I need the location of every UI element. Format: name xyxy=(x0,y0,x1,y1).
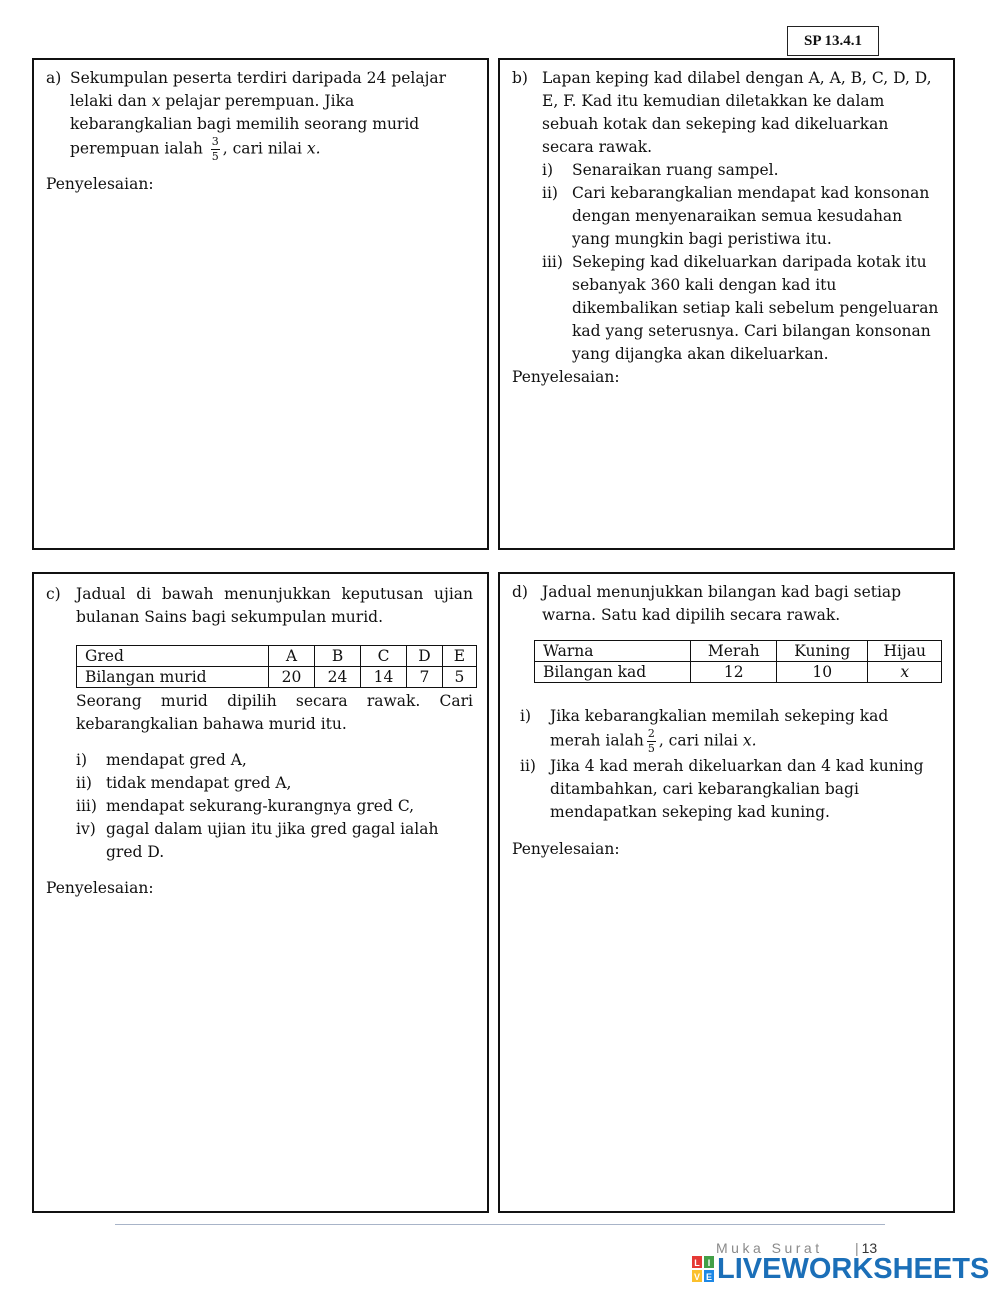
table-cell: Hijau xyxy=(868,641,942,662)
question-c-subs xyxy=(76,749,473,864)
table-cell: 20 xyxy=(268,667,314,688)
liveworksheets-logo-icon xyxy=(692,1256,714,1282)
question-d-box xyxy=(498,572,955,1213)
question-c-text: Jadual di bawah menunjukkan keputusan ujian bulanan Sains bagi sekumpulan murid. xyxy=(76,585,473,626)
svg-text:L: L xyxy=(694,1258,700,1268)
fraction-numerator: 2 xyxy=(647,727,655,740)
question-d-label: d) xyxy=(512,583,528,601)
sub-variable: x. xyxy=(742,731,757,750)
sub-number: iv) xyxy=(76,820,96,838)
sub-number: i) xyxy=(76,751,88,769)
question-c-sub-1 xyxy=(76,749,473,772)
question-a-text-2: pelajar perempuan. Jika kebarangkalian bagi memilih seorang murid perempuan ialah xyxy=(70,92,420,158)
table-cell: 12 xyxy=(691,662,777,683)
table-header-row xyxy=(77,646,477,667)
question-c-sub-2 xyxy=(76,772,473,795)
svg-text:I: I xyxy=(707,1258,711,1268)
fraction-denominator: 5 xyxy=(647,742,655,755)
sub-text: Sekeping kad dikeluarkan daripada kotak itu sebanyak 360 kali dengan kad itu dikembalikan setiap kali sebelum pengeluaran kad yang seterusnya. Cari bilangan konsonan yang dijangka akan dikeluarkan. xyxy=(572,253,939,363)
sub-text: Cari kebarangkalian mendapat kad konsonan dengan menyenaraikan semua kesudahan yang mungkin bagi peristiwa itu. xyxy=(572,184,930,248)
table-cell: E xyxy=(442,646,476,667)
table-cell: 7 xyxy=(407,667,443,688)
question-b-content xyxy=(542,67,939,366)
question-a-text-1: Sekumpulan peserta terdiri daripada 24 pelajar lelaki dan xyxy=(70,69,447,110)
table-row xyxy=(535,662,942,683)
sub-text: Senaraikan ruang sampel. xyxy=(572,161,779,179)
question-b-box xyxy=(498,58,955,550)
sub-text: Jika 4 kad merah dikeluarkan dan 4 kad kuning ditambahkan, cari kebarangkalian bagi mendapatkan sekeping kad kuning. xyxy=(550,757,924,821)
table-cell: A xyxy=(268,646,314,667)
question-a xyxy=(46,67,473,163)
question-a-text-3: , cari nilai xyxy=(222,139,307,158)
question-a-text xyxy=(70,67,473,163)
table-cell: x xyxy=(868,662,942,683)
section-code: SP 13.4.1 xyxy=(787,26,879,56)
page-number-value: 13 xyxy=(861,1240,878,1256)
sub-text xyxy=(550,705,939,755)
question-c-box xyxy=(32,572,489,1213)
page-label: Muka Surat xyxy=(716,1240,823,1256)
question-a-label: a) xyxy=(46,69,62,87)
table-cell: Bilangan murid xyxy=(77,667,269,688)
fraction-denominator: 5 xyxy=(211,150,219,163)
table-cell: 14 xyxy=(361,667,407,688)
fraction-numerator: 3 xyxy=(211,135,219,148)
question-c xyxy=(46,583,473,629)
question-d-sub-1 xyxy=(520,705,939,755)
question-d-text: Jadual menunjukkan bilangan kad bagi setiap warna. Satu kad dipilih secara rawak. xyxy=(542,583,902,624)
sub-text: gagal dalam ujian itu jika gred gagal ialah gred D. xyxy=(106,820,439,861)
table-cell: Bilangan kad xyxy=(535,662,691,683)
footer-divider xyxy=(115,1224,885,1225)
question-b-text: Lapan keping kad dilabel dengan A, A, B, C, D, D, E, F. Kad itu kemudian diletakkan ke dalam sebuah kotak dan sekeping kad dikeluarkan secara rawak. xyxy=(542,69,932,156)
table-header-row xyxy=(535,641,942,662)
sub-text: mendapat gred A, xyxy=(106,751,247,769)
table-cell: Merah xyxy=(691,641,777,662)
solution-label-a: Penyelesaian: xyxy=(46,175,154,193)
question-c-sub-3 xyxy=(76,795,473,818)
question-a-variable-2: x. xyxy=(306,139,321,158)
question-d xyxy=(512,581,939,627)
svg-text:E: E xyxy=(705,1272,713,1282)
sub-number: i) xyxy=(542,161,554,179)
table-row xyxy=(77,667,477,688)
color-table xyxy=(534,640,942,683)
sub-number: ii) xyxy=(520,757,536,775)
fraction-two-fifths xyxy=(647,728,656,755)
sub-number: iii) xyxy=(76,797,97,815)
solution-label-b: Penyelesaian: xyxy=(512,368,620,386)
fraction-three-fifths xyxy=(211,136,220,163)
sub-text-part-1: Jika kebarangkalian memilah sekeping kad merah ialah xyxy=(550,707,889,750)
sub-number: ii) xyxy=(542,184,558,202)
solution-label-d: Penyelesaian: xyxy=(512,840,620,858)
sub-number: i) xyxy=(520,707,532,725)
table-cell: 24 xyxy=(315,667,361,688)
table-cell: Gred xyxy=(77,646,269,667)
table-cell: 5 xyxy=(442,667,476,688)
question-c-label: c) xyxy=(46,585,61,603)
solution-label-c: Penyelesaian: xyxy=(46,879,154,897)
page-separator: | xyxy=(855,1240,859,1256)
sub-text: mendapat sekurang-kurangnya gred C, xyxy=(106,797,415,815)
sub-text: tidak mendapat gred A, xyxy=(106,774,292,792)
table-cell: B xyxy=(315,646,361,667)
sub-number: ii) xyxy=(76,774,92,792)
brand xyxy=(692,1253,989,1285)
table-cell: C xyxy=(361,646,407,667)
brand-name[interactable]: LIVEWORKSHEETS xyxy=(717,1252,990,1285)
table-cell: Kuning xyxy=(777,641,868,662)
sub-text-part-2: , cari nilai xyxy=(658,731,743,750)
question-a-variable: x xyxy=(151,92,161,110)
question-d-sub-2 xyxy=(520,755,939,824)
svg-text:V: V xyxy=(693,1272,701,1282)
question-b-label: b) xyxy=(512,69,528,87)
sub-number: iii) xyxy=(542,253,563,271)
question-d-subs xyxy=(520,705,939,824)
question-c-sub-4 xyxy=(76,818,473,864)
table-cell: 10 xyxy=(777,662,868,683)
table-cell: D xyxy=(407,646,443,667)
question-b xyxy=(512,67,939,366)
question-b-sub-3 xyxy=(542,251,939,366)
question-b-sub-2 xyxy=(542,182,939,251)
question-b-sub-1 xyxy=(542,159,939,182)
question-a-box xyxy=(32,58,489,550)
question-c-after-table: Seorang murid dipilih secara rawak. Cari kebarangkalian bahawa murid itu. xyxy=(76,692,473,733)
grade-table xyxy=(76,645,477,688)
table-cell: Warna xyxy=(535,641,691,662)
